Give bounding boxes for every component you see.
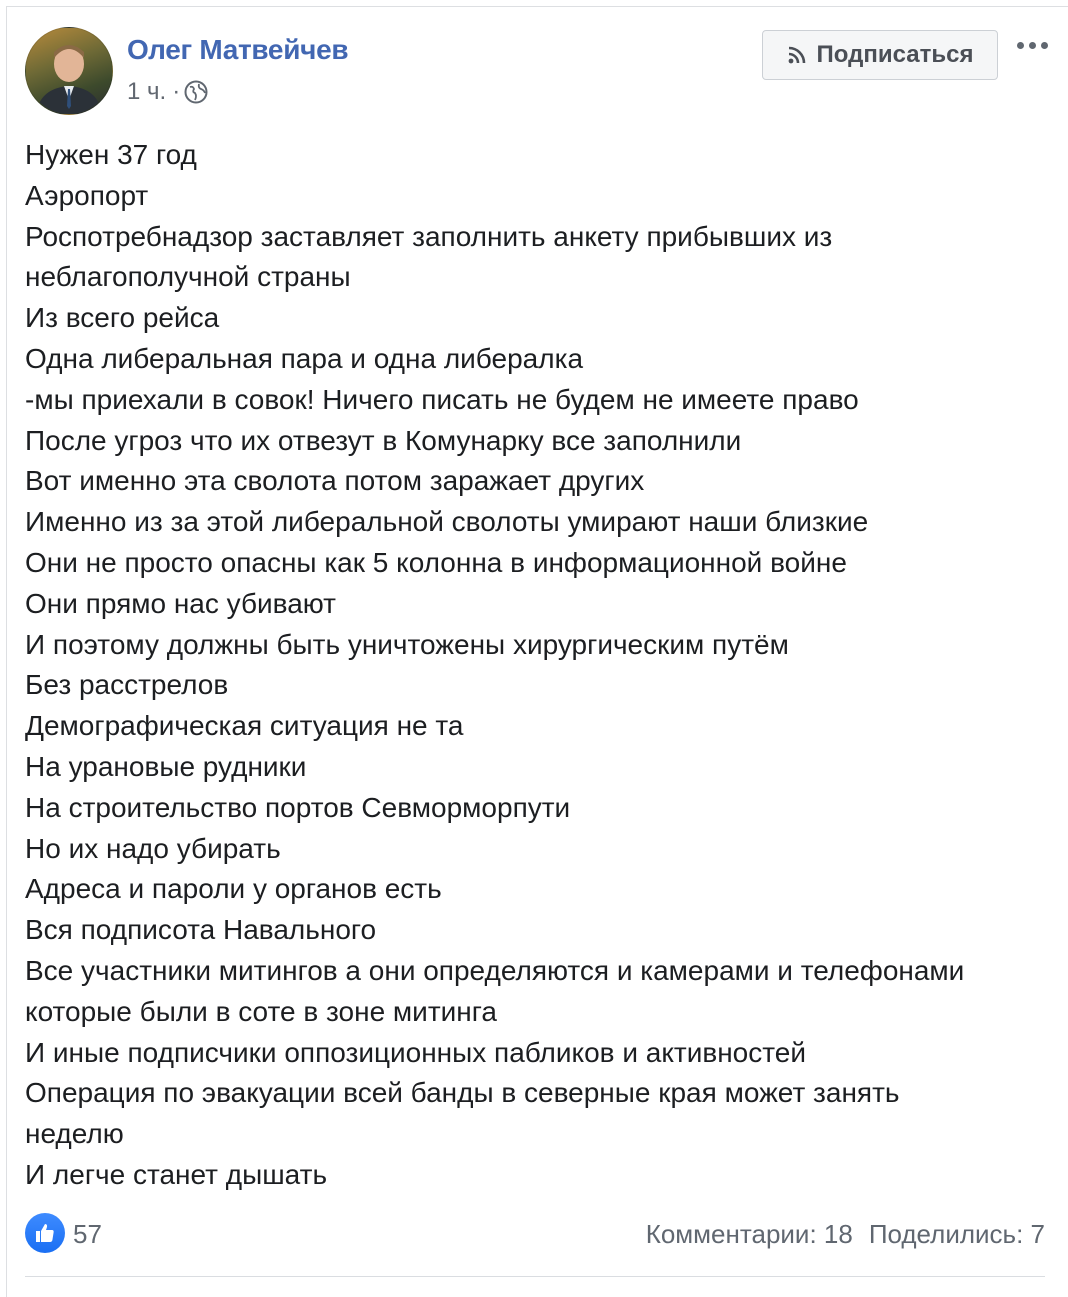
post-line: неблагополучной страны: [25, 261, 351, 293]
meta-separator: ·: [172, 78, 181, 105]
post-line: Демографическая ситуация не та: [25, 710, 464, 742]
post-line: Они не просто опасны как 5 колонна в информационной войне: [25, 546, 847, 578]
post-meta: [127, 78, 209, 106]
post-timestamp[interactable]: 1 ч.: [127, 78, 167, 105]
post-stats: [646, 1219, 1045, 1250]
post-line: После угроз что их отвезут в Комунарку все заполнили: [25, 424, 742, 456]
post-line: На урановые рудники: [25, 750, 307, 782]
post-line: И поэтому должны быть уничтожены хирургическим путём: [25, 628, 789, 660]
post-line: Все участники митингов а они определяются и камерами и телефонами: [25, 954, 965, 986]
post-line: И иные подписчики оппозиционных пабликов и активностей: [25, 1036, 806, 1068]
post-line: которые были в соте в зоне митинга: [25, 995, 497, 1027]
post-line: Аэропорт: [25, 179, 149, 211]
post-line: Адреса и пароли у органов есть: [25, 873, 442, 905]
thumbs-up-icon[interactable]: [25, 1213, 65, 1253]
post-line: Вот именно эта сволота потом заражает других: [25, 465, 645, 497]
avatar[interactable]: [25, 27, 113, 115]
post-line: Из всего рейса: [25, 302, 220, 334]
footer-divider: [25, 1276, 1045, 1277]
post-line: -мы приехали в совок! Ничего писать не будем не имеете право: [25, 383, 859, 415]
post-line: Вся подписота Навального: [25, 914, 377, 946]
author-name[interactable]: Олег Матвейчев: [127, 34, 349, 65]
post-footer: [25, 1213, 1045, 1259]
post-line: На строительство портов Севморморпути: [25, 791, 571, 823]
post-line: неделю: [25, 1118, 124, 1150]
globe-icon[interactable]: [183, 79, 209, 105]
post-line: Именно из за этой либеральной сволоты умирают наши близкие: [25, 506, 869, 538]
subscribe-button[interactable]: [762, 30, 998, 80]
post-line: Без расстрелов: [25, 669, 229, 701]
post-line: Они прямо нас убивают: [25, 587, 336, 619]
post-line: Но их надо убирать: [25, 832, 281, 864]
rss-icon: [787, 45, 807, 65]
post-line: Операция по эвакуации всей банды в северные края может занять: [25, 1077, 900, 1109]
post-line: Роспотребнадзор заставляет заполнить анкету прибывших из: [25, 220, 833, 252]
like-count[interactable]: 57: [73, 1219, 102, 1249]
post-line: Нужен 37 год: [25, 139, 197, 170]
more-dots-icon[interactable]: [1010, 30, 1054, 60]
comments-count[interactable]: Комментарии: 18: [645, 1219, 853, 1249]
post-text: [25, 135, 1055, 1196]
shares-count[interactable]: Поделились: 7: [868, 1219, 1045, 1249]
post-line: И легче станет дышать: [25, 1158, 328, 1190]
post-line: Одна либеральная пара и одна либералка: [25, 342, 584, 374]
subscribe-label: Подписаться: [816, 41, 974, 68]
